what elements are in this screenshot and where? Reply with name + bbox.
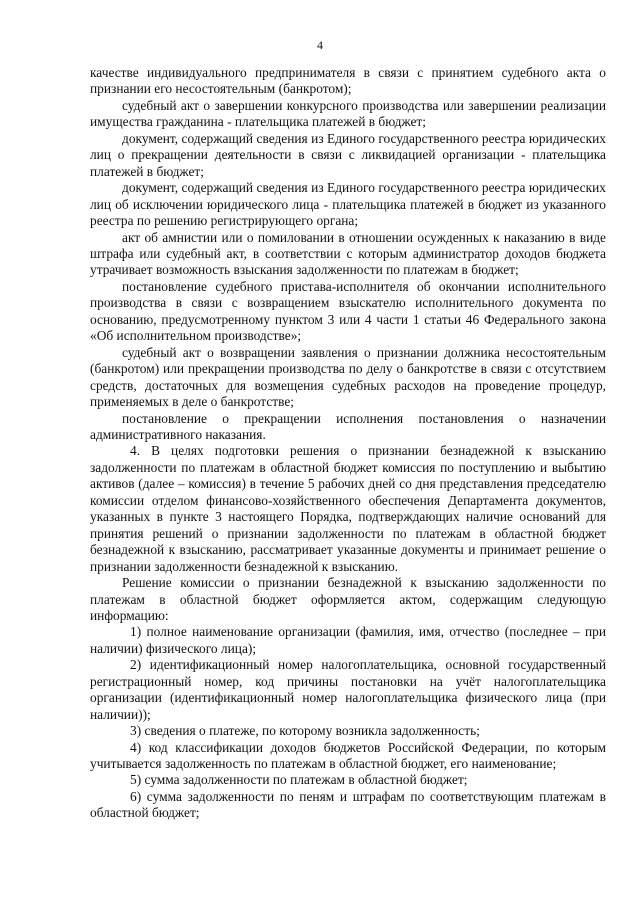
paragraph: документ, содержащий сведения из Единого государственного реестра юридических лиц об исключении юридического лица - плательщика платежей в бюджет из указанного реестра по решению регистрирующего органа; (90, 180, 606, 229)
page-number: 4 (317, 38, 323, 52)
paragraph: 4. В целях подготовки решения о признании безнадежной к взысканию задолженности по платежам в областной бюджет комиссия по поступлению и выбытию активов (далее – комиссия) в течение 5 рабочих дней со дня представления председателю комиссии отделом финансово-хозяйственного обеспечения Департамента документов, указанных в пункте 3 настоящего Порядка, подтверждающих наличие оснований для принятия решений о признании задолженности по платежам в областной бюджет безнадежной к взысканию, рассматривает указанные документы и принимает решение о признании задолженности безнадежной к взысканию. (90, 443, 606, 574)
list-item: 4) код классификации доходов бюджетов Российской Федерации, по которым учитывается задолженность по платежам в областной бюджет, его наименование; (90, 739, 606, 772)
list-item: 3) сведения о платеже, по которому возникла задолженность; (130, 723, 480, 739)
list-item: 1) полное наименование организации (фамилия, имя, отчество (последнее – при наличии) физического лица); (90, 624, 606, 656)
list-item: 5) сумма задолженности по платежам в областной бюджет; (130, 772, 468, 788)
document-body (90, 65, 606, 822)
paragraph: постановление судебного пристава-исполнителя об окончании исполнительного производства в связи с возвращением взыскателю исполнительного документа по основанию, предусмотренному пунктом 3 или 4 части 1 статьи 46 Федерального закона «Об исполнительном производстве»; (90, 278, 606, 344)
paragraph: судебный акт о завершении конкурсного производства или завершении реализации имущества гражданина - плательщика платежей в бюджет; (90, 97, 606, 130)
paragraph: качестве индивидуального предпринимателя в связи с принятием судебного акта о признании его несостоятельным (банкротом); (90, 65, 606, 97)
list-item: 6) сумма задолженности по пеням и штрафам по соответствующим платежам в областной бюджет; (90, 788, 606, 821)
paragraph: документ, содержащий сведения из Единого государственного реестра юридических лиц о прекращении деятельности в связи с ликвидацией организации - плательщика платежей в бюджет; (90, 130, 606, 179)
paragraph: постановление о прекращении исполнения постановления о назначении административного наказания. (90, 410, 606, 442)
paragraph: Решение комиссии о признании безнадежной к взысканию задолженности по платежам в областной бюджет оформляется актом, содержащим следующую информацию: (90, 575, 606, 623)
paragraph: судебный акт о возвращении заявления о признании должника несостоятельным (банкротом) или прекращении производства по делу о банкротстве в связи с отсутствием средств, достаточных для возмещения судебных расходов на проведение процедур, применяемых в деле о банкротстве; (90, 344, 606, 410)
paragraph: акт об амнистии или о помиловании в отношении осужденных к наказанию в виде штрафа или судебный акт, в соответствии с которым администратор доходов бюджета утрачивает возможность взыскания задолженности по платежам в бюджет; (90, 229, 606, 278)
list-item: 2) идентификационный номер налогоплательщика, основной государственный регистрационный номер, код причины постановки на учёт налогоплательщика организации (идентификационный номер налогоплательщика физического лица (при наличии)); (90, 657, 606, 722)
